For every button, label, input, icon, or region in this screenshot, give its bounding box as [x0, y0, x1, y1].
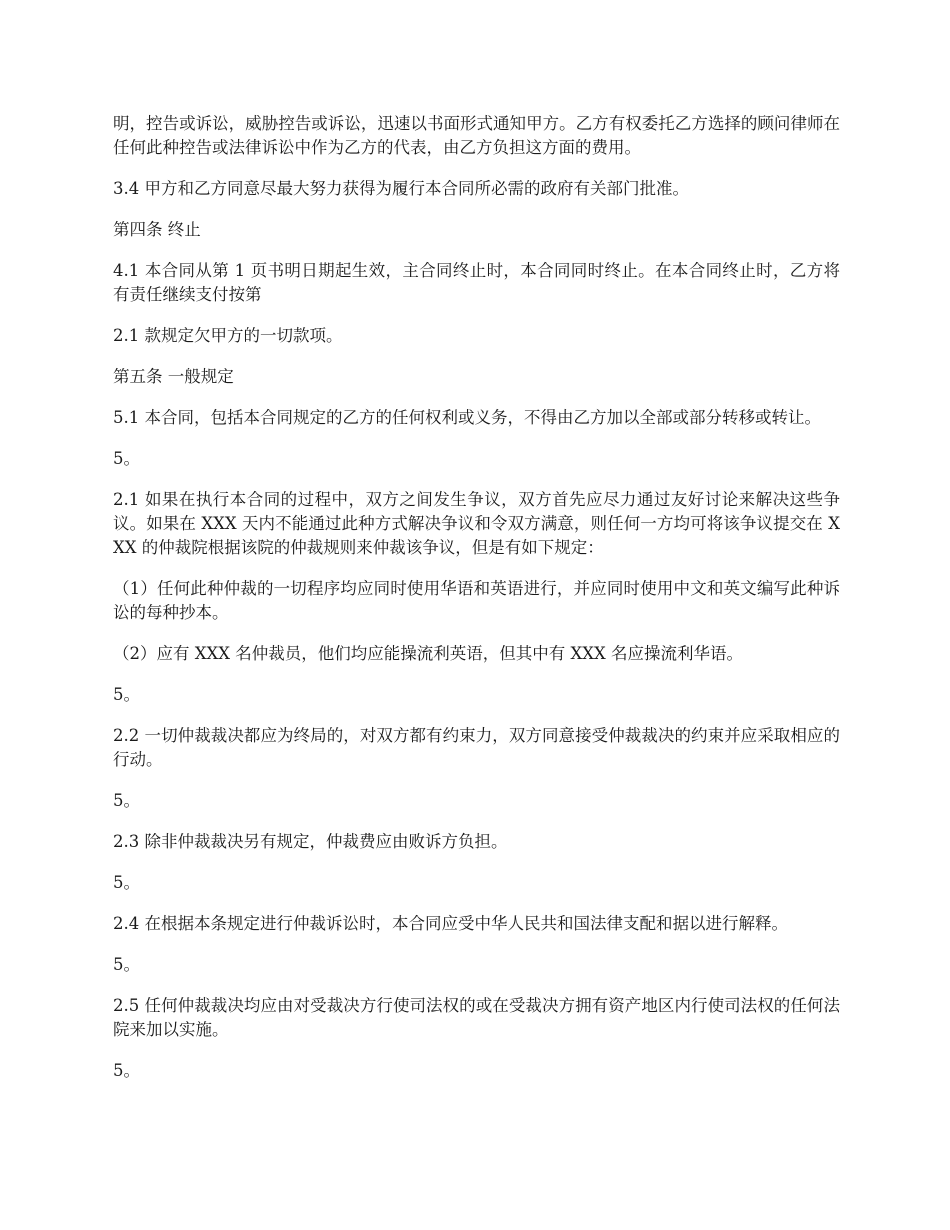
paragraph-clause-2-1-payment: 2.1 款规定欠甲方的一切款项。 — [113, 326, 343, 345]
paragraph-item-2: （2）应有 XXX 名仲裁员，他们均应能操流利英语，但其中有 XXX 名应操流利华语。 — [113, 644, 743, 663]
paragraph-clause-2-5: 2.5 任何仲裁裁决均应由对受裁决方行使司法权的或在受裁决方拥有资产地区内行使司法权的任何法院来加以实施。 — [113, 996, 840, 1039]
paragraph-number-marker: 5。 — [113, 873, 140, 892]
paragraph-number-marker: 5。 — [113, 449, 140, 468]
paragraph-number-marker: 5。 — [113, 1061, 140, 1080]
paragraph-clause-2-3: 2.3 除非仲裁裁决另有规定，仲裁费应由败诉方负担。 — [113, 832, 508, 851]
paragraph-clause-2-4: 2.4 在根据本条规定进行仲裁诉讼时，本合同应受中华人民共和国法律支配和据以进行解释。 — [113, 914, 788, 933]
paragraph-number-marker: 5。 — [113, 791, 140, 810]
paragraph-number-marker: 5。 — [113, 685, 140, 704]
document-body — [113, 112, 840, 1100]
paragraph-clause-5-1: 5.1 本合同，包括本合同规定的乙方的任何权利或义务，不得由乙方加以全部或部分转移或转让。 — [113, 408, 821, 427]
paragraph-item-1: （1）任何此种仲裁的一切程序均应同时使用华语和英语进行，并应同时使用中文和英文编写此种诉讼的每种抄本。 — [113, 579, 840, 622]
section-heading-article-4: 第四条 终止 — [113, 220, 201, 239]
paragraph-continuation-notice: 明，控告或诉讼，威胁控告或诉讼，迅速以书面形式通知甲方。乙方有权委托乙方选择的顾问律师在任何此种控告或法律诉讼中作为乙方的代表，由乙方负担这方面的费用。 — [113, 114, 840, 157]
paragraph-number-marker: 5。 — [113, 955, 140, 974]
section-heading-article-5: 第五条 一般规定 — [113, 367, 234, 386]
paragraph-clause-4-1: 4.1 本合同从第 1 页书明日期起生效，主合同终止时，本合同同时终止。在本合同终止时，乙方将有责任继续支付按第 — [113, 261, 840, 304]
paragraph-clause-2-2: 2.2 一切仲裁裁决都应为终局的，对双方都有约束力，双方同意接受仲裁裁决的约束并应采取相应的行动。 — [113, 726, 840, 769]
paragraph-clause-2-1-dispute: 2.1 如果在执行本合同的过程中，双方之间发生争议，双方首先应尽力通过友好讨论来解决这些争议。如果在 XXX 天内不能通过此种方式解决争议和令双方满意，则任何一方均可将该争议提交在 XXX 的仲裁院根据该院的仲裁规则来仲裁该争议，但是有如下规定： — [113, 490, 840, 557]
paragraph-clause-3-4: 3.4 甲方和乙方同意尽最大努力获得为履行本合同所必需的政府有关部门批准。 — [113, 179, 689, 198]
